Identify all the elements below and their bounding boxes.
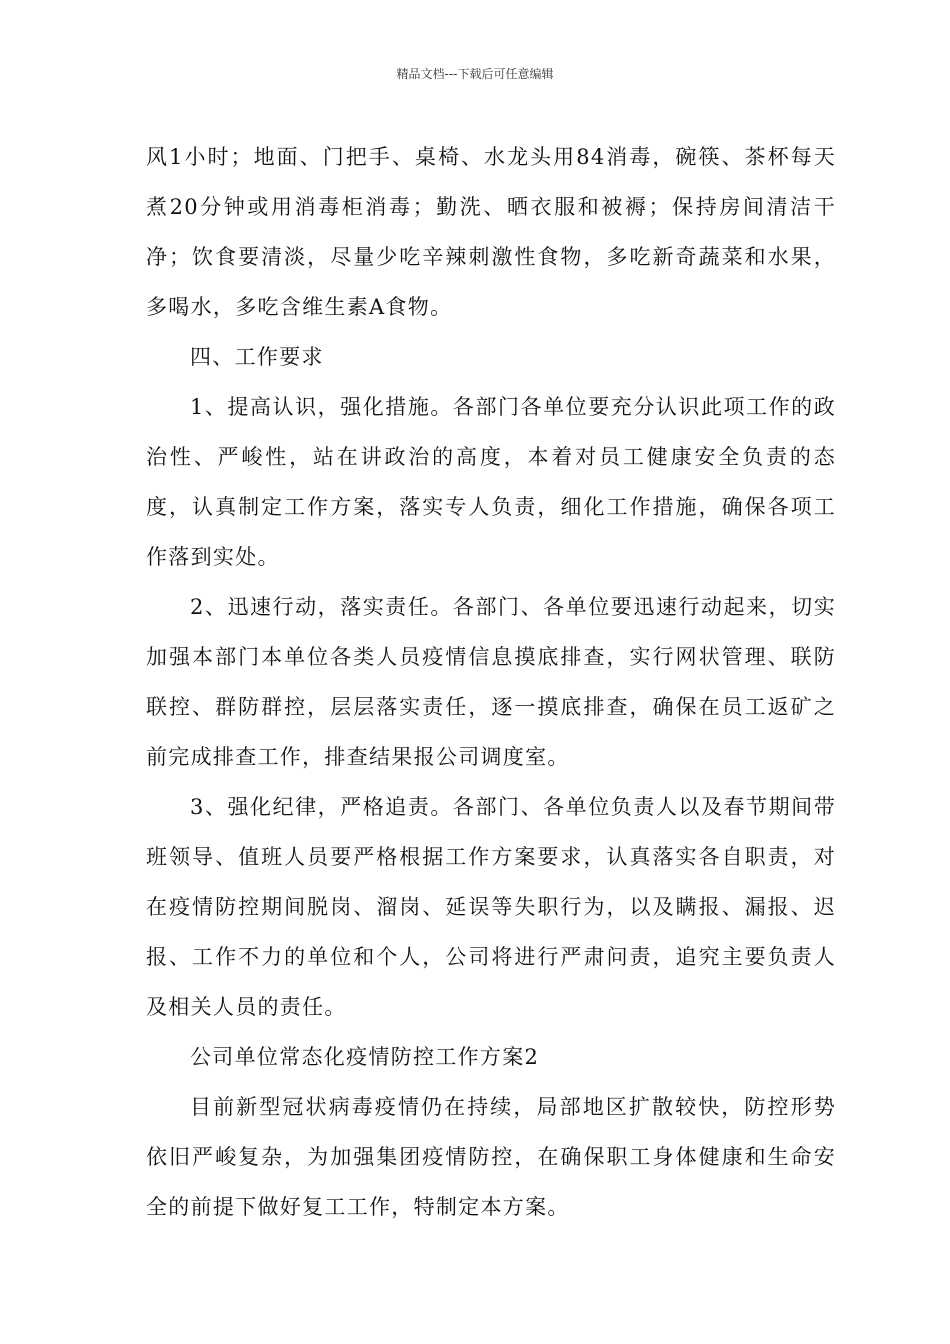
paragraph-introduction: 目前新型冠状病毒疫情仍在持续，局部地区扩散较快，防控形势依旧严峻复杂，为加强集团疫情防控，在确保职工身体健康和生命安全的前提下做好复工工作，特制定本方案。 [146,1095,836,1219]
document-subtitle: 公司单位常态化疫情防控工作方案2 [190,1045,540,1069]
paragraph-requirement-2: 2、迅速行动，落实责任。各部门、各单位要迅速行动起来，切实加强本部门本单位各类人员疫情信息摸底排查，实行网状管理、联防联控、群防群控，层层落实责任，逐一摸底排查，确保在员工返矿之前完成排查工作，排查结果报公司调度室。 [146,595,836,769]
document-body [146,132,836,1232]
section-heading-work-requirements: 四、工作要求 [190,345,324,369]
paragraph-hygiene-tips: 风1小时；地面、门把手、桌椅、水龙头用84消毒，碗筷、茶杯每天煮20分钟或用消毒柜消毒；勤洗、晒衣服和被褥；保持房间清洁干净；饮食要清淡，尽量少吃辛辣刺激性食物，多吃新奇蔬菜和水果，多喝水，多吃含维生素A食物。 [146,145,836,319]
page-header: 精品文档---下载后可任意编辑 [396,67,554,81]
paragraph-requirement-3: 3、强化纪律，严格追责。各部门、各单位负责人以及春节期间带班领导、值班人员要严格根据工作方案要求，认真落实各自职责，对在疫情防控期间脱岗、溜岗、延误等失职行为，以及瞒报、漏报、迟报、工作不力的单位和个人，公司将进行严肃问责，追究主要负责人及相关人员的责任。 [146,795,836,1019]
paragraph-requirement-1: 1、提高认识，强化措施。各部门各单位要充分认识此项工作的政治性、严峻性，站在讲政治的高度，本着对员工健康安全负责的态度，认真制定工作方案，落实专人负责，细化工作措施，确保各项工作落到实处。 [146,395,836,569]
